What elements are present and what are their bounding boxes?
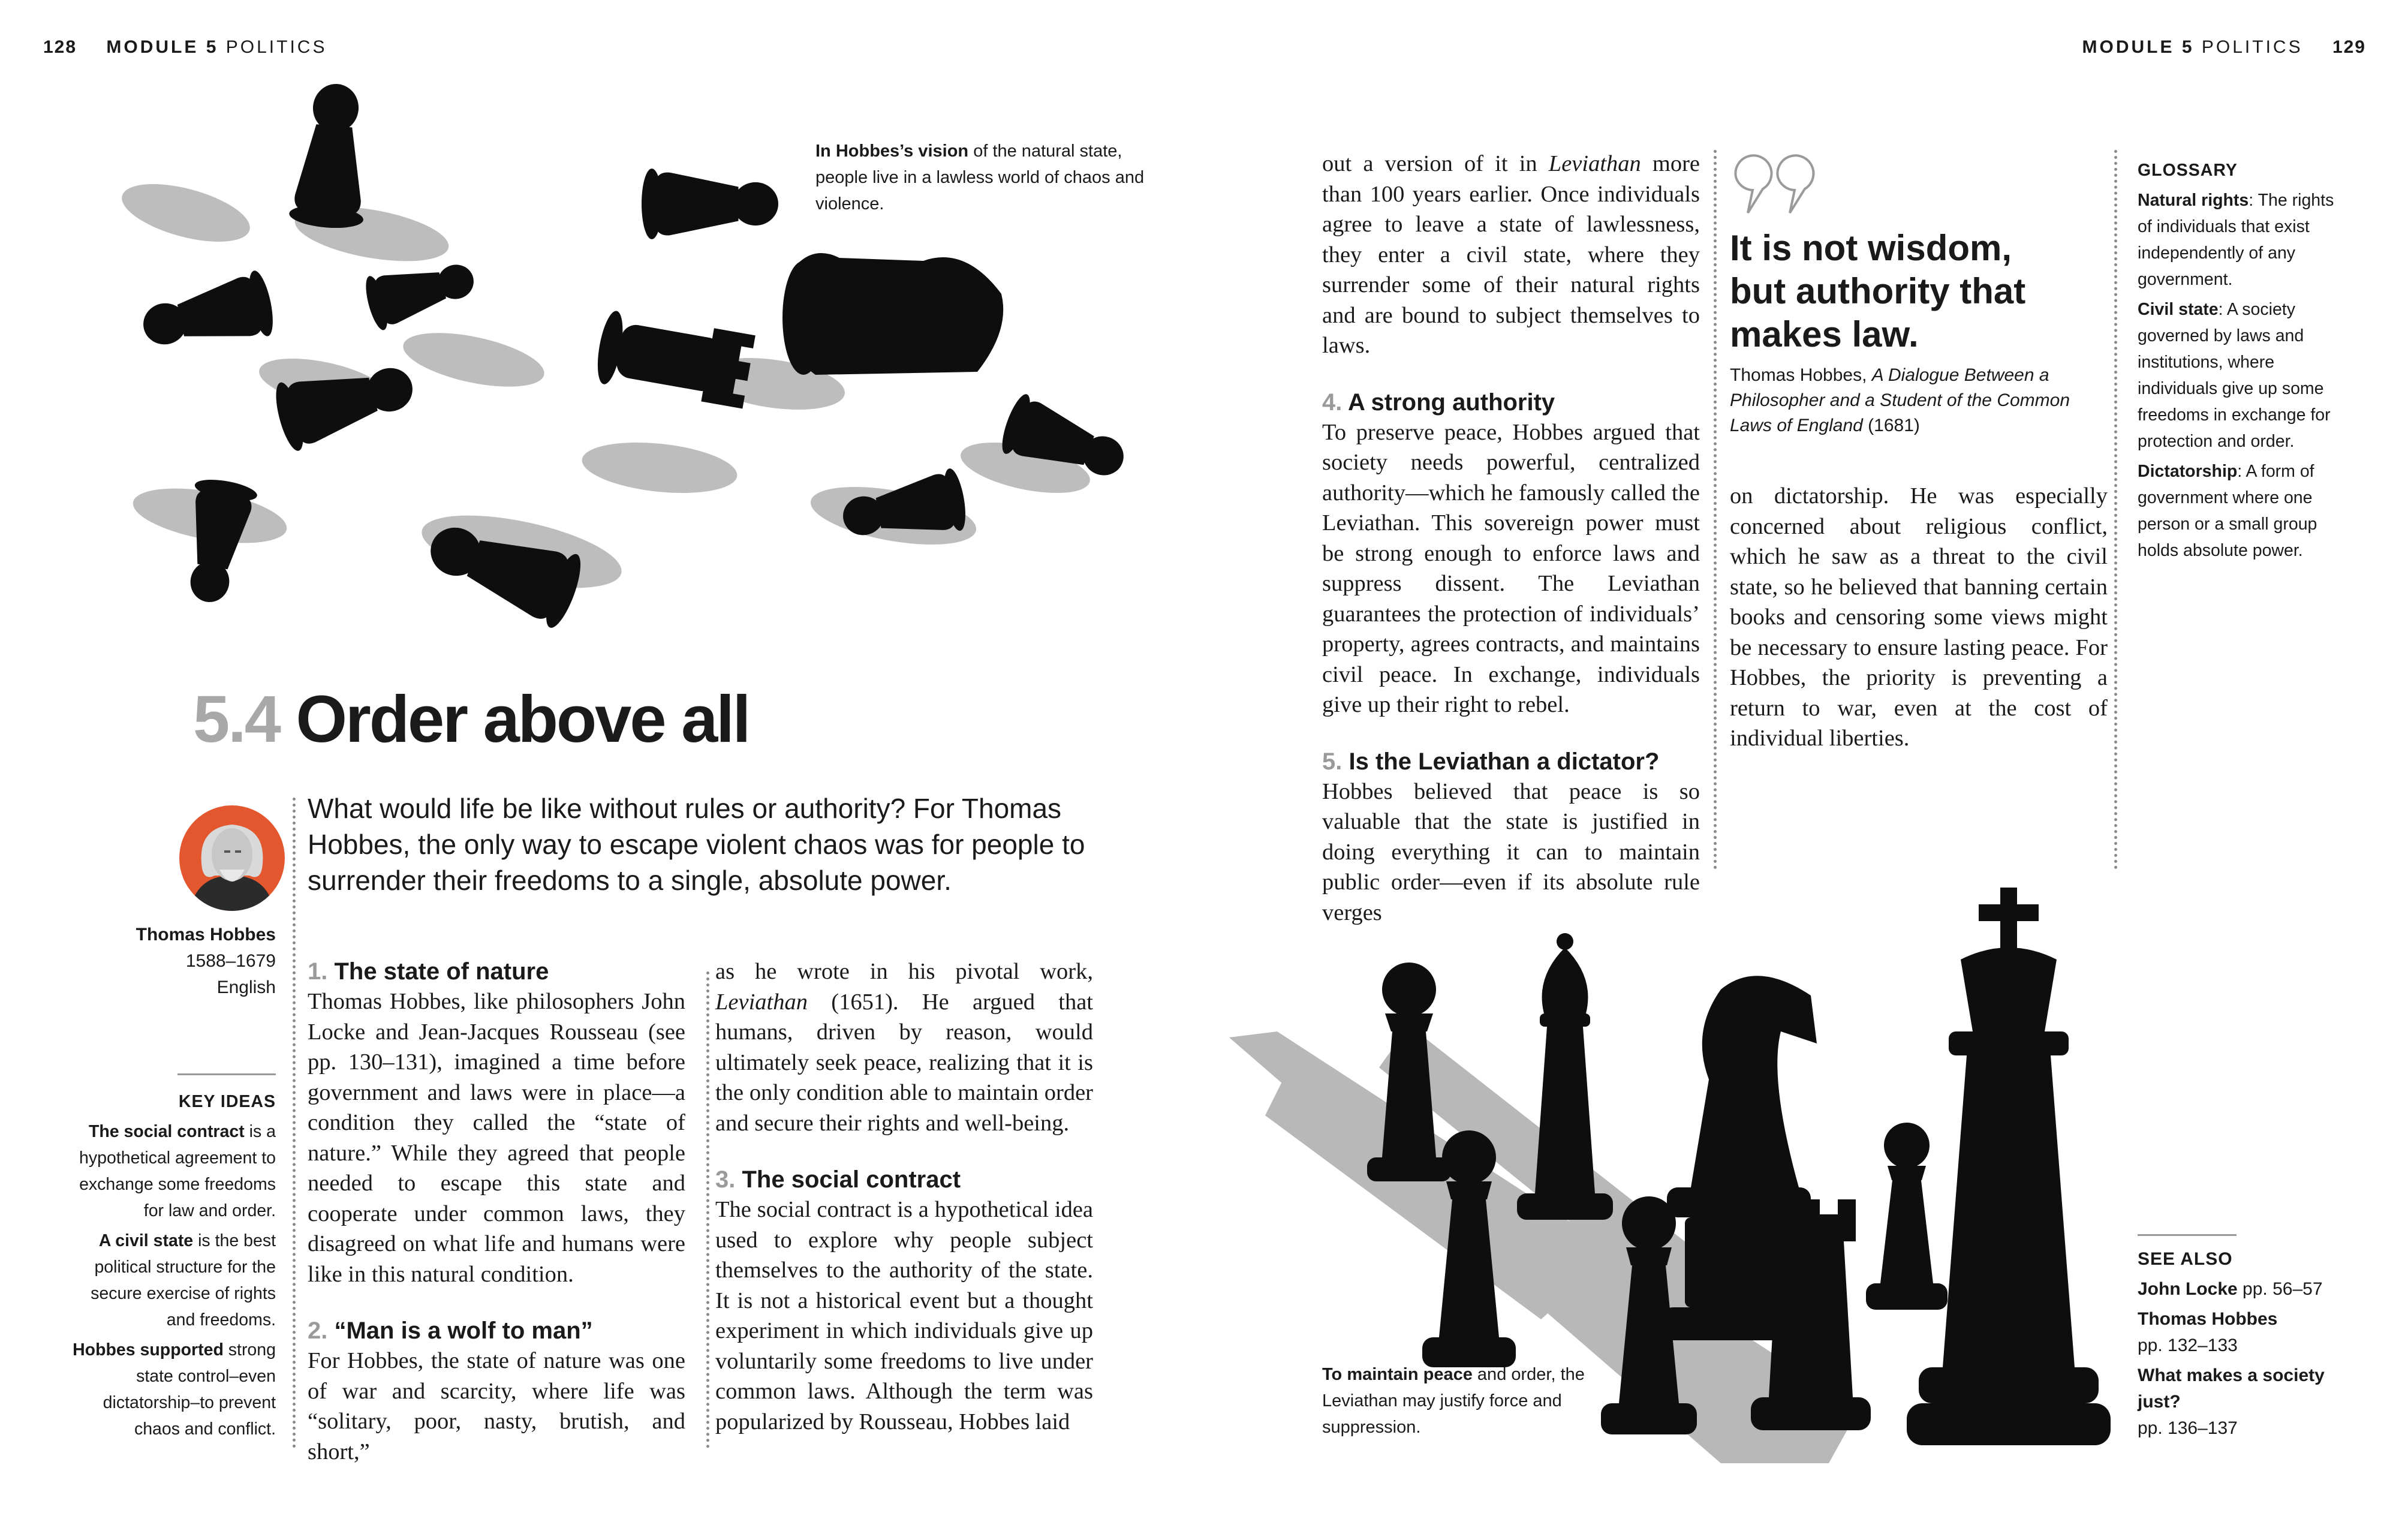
section-5-heading: 5. Is the Leviathan a dictator? — [1322, 748, 1660, 775]
top-illustration-caption — [815, 138, 1151, 217]
profile-card — [90, 922, 276, 1001]
see-also-box — [2138, 1246, 2347, 1445]
profile-name: Thomas Hobbes — [136, 925, 276, 945]
column-4 — [1730, 481, 2108, 754]
left-running-head — [43, 37, 327, 58]
column-1-paragraph-2: For Hobbes, the state of nature was one of war and scarcity, where life was “solitary, poor, nasty, brutish, and short,” — [308, 1348, 685, 1464]
quote-marks-icon — [1730, 153, 1820, 219]
key-ideas-heading: KEY IDEAS — [178, 1092, 276, 1111]
pull-quote-text: It is not wisdom, but authority that makes law. — [1730, 228, 2026, 354]
bottom-illustration-caption — [1322, 1361, 1604, 1440]
chapter-number: 5.4 — [193, 682, 279, 756]
section-4-heading: 4. A strong authority — [1322, 389, 1555, 416]
left-module-label: MODULE 5 — [106, 37, 219, 57]
column-4-paragraph-1: on dictatorship. He was especially concerned about religious conflict, which he saw as a threat to the civil state, so he believed that banning certain books and censoring some views might be necessary to ensure lasting peace. For Hobbes, the priority is preventing a return to war, even at the cost of individual liberties. — [1730, 483, 2108, 751]
left-column-divider — [293, 798, 296, 1448]
column-3-paragraph-1: out a version of it in Leviathan more than 100 years earlier. Once individuals agree to leave a state of lawlessness, they enter a civil state, where they surrender some of their natural rights and are bound to subject themselves to laws. — [1322, 151, 1700, 358]
bottom-caption-lead: To maintain peace — [1322, 1365, 1473, 1384]
right-module-label: MODULE 5 — [2082, 37, 2195, 57]
chapter-title: Order above all — [296, 682, 750, 756]
column-2 — [715, 957, 1093, 1437]
left-section-label: POLITICS — [225, 37, 327, 57]
column-1 — [308, 957, 685, 1467]
thomas-hobbes-portrait — [177, 804, 287, 913]
glossary-item: Dictatorship: A form of government where one person or a small group holds absolute power. — [2138, 462, 2317, 560]
right-column-divider-1 — [1714, 150, 1717, 870]
top-caption-lead: In Hobbes’s vision — [815, 142, 969, 161]
bottom-caption-text: and order, the Leviathan may justify force and suppression. — [1322, 1365, 1585, 1437]
key-ideas-box — [63, 1088, 276, 1446]
section-1-heading: 1. The state of nature — [308, 958, 549, 985]
pull-quote-attribution: Thomas Hobbes, A Dialogue Between a Philosopher and a Student of the Common Laws of England (1681) — [1730, 365, 2070, 435]
see-also-item[interactable]: Thomas Hobbes pp. 132–133 — [2138, 1309, 2278, 1355]
left-page-number: 128 — [43, 37, 77, 57]
section-3-heading: 3. The social contract — [715, 1166, 961, 1193]
middle-column-divider — [706, 971, 709, 1448]
see-also-rule — [2138, 1234, 2237, 1236]
glossary-box — [2138, 157, 2347, 567]
key-idea-item: The social contract is a hypothetical agreement to exchange some freedoms for law and order. — [79, 1122, 276, 1220]
key-idea-item: Hobbes supported strong state control–even dictatorship–to prevent chaos and conflict. — [73, 1340, 276, 1439]
column-3-paragraph-2: To preserve peace, Hobbes argued that society needs powerful, centralized authority—which he famously called the Leviathan. This sovereign power must be strong enough to enforce laws and suppress dissent. The Leviathan guarantees the protection of individuals’ property, agrees contracts, and maintains civil peace. In exchange, individuals give up their right to rebel. — [1322, 419, 1700, 717]
column-3-paragraph-3: Hobbes believed that peace is so valuable that the state is justified in doing everything it can to maintain public order—even if its absolute rule verges — [1322, 778, 1700, 925]
glossary-heading: GLOSSARY — [2138, 161, 2238, 180]
see-also-heading: SEE ALSO — [2138, 1249, 2233, 1269]
column-2-paragraph-1: as he wrote in his pivotal work, Leviathan (1651). He argued that humans, driven by reason, would ultimately seek peace, realizing that it is the only condition able to maintain order and secure their rights and well-being. — [715, 959, 1093, 1136]
column-3 — [1322, 149, 1700, 928]
key-idea-item: A civil state is the best political structure for the secure exercise of rights and freedoms. — [91, 1231, 276, 1330]
key-ideas-rule — [177, 1073, 276, 1075]
right-column-divider-2 — [2114, 150, 2117, 870]
right-running-head — [2082, 37, 2366, 58]
see-also-item[interactable]: John Locke pp. 56–57 — [2138, 1279, 2323, 1299]
glossary-item: Natural rights: The rights of individuals that exist independently of any government. — [2138, 191, 2334, 289]
chapter-heading — [193, 681, 749, 759]
column-2-paragraph-2: The social contract is a hypothetical idea used to explore why people subject themselves to the authority of the state. It is not a historical event but a thought experiment in which individuals give up voluntarily some freedoms to live under common laws. Although the term was popularized by Rousseau, Hobbes laid — [715, 1197, 1093, 1434]
see-also-item[interactable]: What makes a society just? pp. 136–137 — [2138, 1365, 2325, 1438]
intro-text: What would life be like without rules or authority? For Thomas Hobbes, the only way to escape violent chaos was for people to surrender their freedoms to a single, absolute power. — [308, 793, 1085, 896]
profile-nationality: English — [216, 977, 276, 997]
right-section-label: POLITICS — [2201, 37, 2303, 57]
profile-years: 1588–1679 — [185, 951, 276, 971]
column-1-paragraph-1: Thomas Hobbes, like philosophers John Locke and Jean-Jacques Rousseau (see pp. 130–131), imagined a time before government and laws were in place—a condition they called the “state of nature.” While they agreed that people needed to escape this state and cooperate under common laws, they disagreed on what life and humans were like in this natural condition. — [308, 989, 685, 1287]
glossary-item: Civil state: A society governed by laws and institutions, where individuals give up some freedoms in exchange for protection and order. — [2138, 300, 2331, 451]
section-2-heading: 2. “Man is a wolf to man” — [308, 1318, 593, 1344]
right-page-number: 129 — [2332, 37, 2366, 57]
top-caption-text: of the natural state, people live in a lawless world of chaos and violence. — [815, 142, 1145, 213]
